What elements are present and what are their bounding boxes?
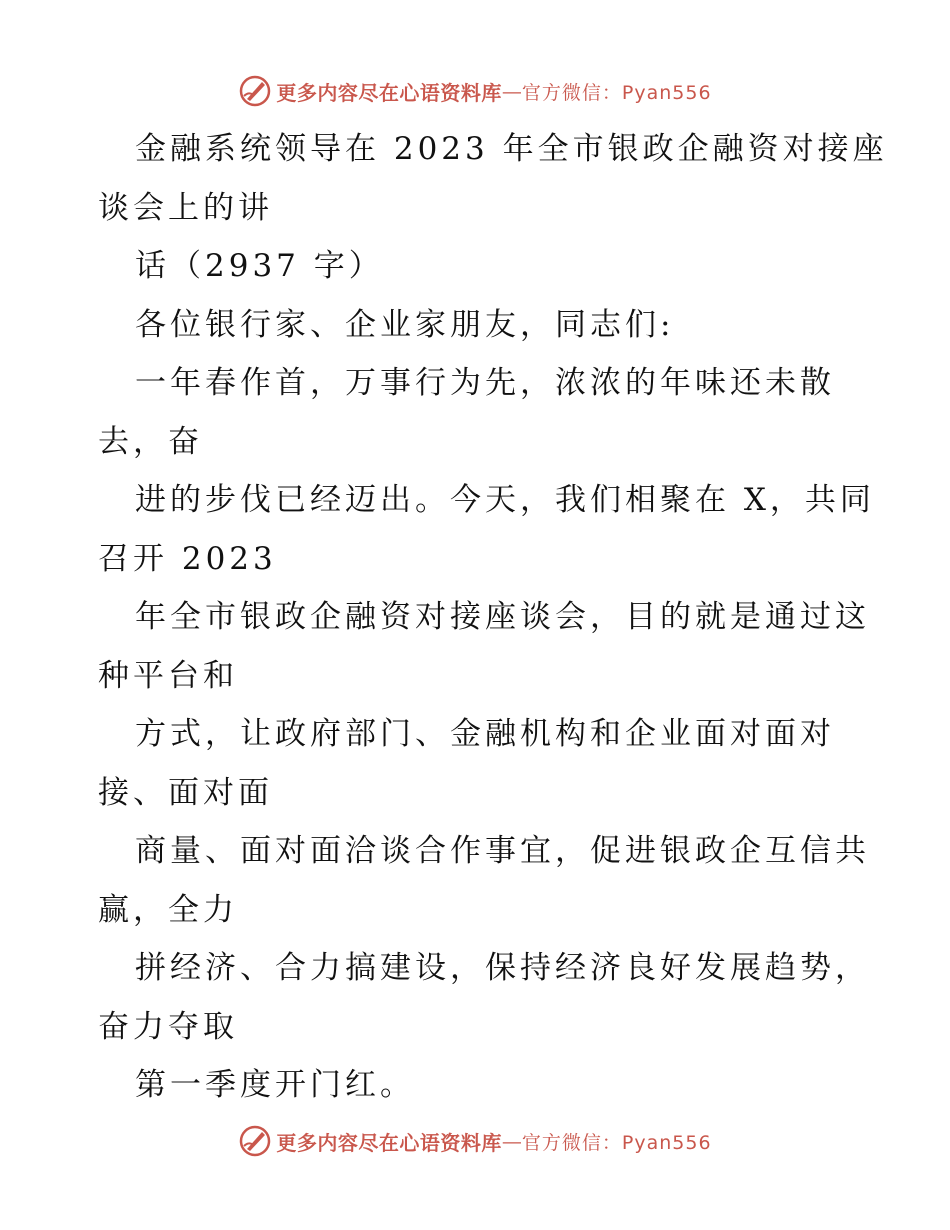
paragraph-line: 召开 2023 [98,540,277,577]
paragraph-line: 接、面对面 [98,774,273,811]
paragraph-line: 奋力夺取 [98,1008,238,1045]
paragraph-line: 去，奋 [98,423,203,460]
paragraph-line: 进的步伐已经迈出。今天，我们相聚在 X，共同 [135,482,875,518]
document-body [98,120,888,1115]
paragraph-line: 年全市银政企融资对接座谈会，目的就是通过这 [135,599,870,635]
banner-dash: — [501,79,522,103]
quill-pen-logo-icon [238,1124,272,1158]
header-banner [0,71,950,111]
paragraph-line: 商量、面对面洽谈合作事宜，促进银政企互信共 [135,833,870,869]
footer-wechat-text: 官方微信：Pyan556 [521,1131,712,1154]
paragraph-line: 一年春作首，万事行为先，浓浓的年味还未散 [135,365,835,401]
paragraph-line: 方式，让政府部门、金融机构和企业面对面对 [135,716,835,752]
paragraph-line: 种平台和 [98,657,238,694]
banner-wechat-text: 官方微信：Pyan556 [521,81,712,104]
salutation-line: 各位银行家、企业家朋友，同志们: [135,306,675,343]
title-line-1: 金融系统领导在 2023 年全市银政企融资对接座 [135,131,888,167]
title-line-3: 话（2937 字） [135,248,384,284]
paragraph-line: 拼经济、合力搞建设，保持经济良好发展趋势， [135,950,870,986]
footer-site-text: 更多内容尽在心语资料库 [276,1130,502,1155]
paragraph-line: 赢，全力 [98,891,238,928]
footer-dash: — [501,1129,522,1153]
title-line-2: 谈会上的讲 [98,189,273,226]
paragraph-line: 第一季度开门红。 [135,1067,415,1103]
banner-site-text: 更多内容尽在心语资料库 [276,80,502,105]
footer-banner [0,1121,950,1161]
quill-pen-logo-icon [238,74,272,108]
